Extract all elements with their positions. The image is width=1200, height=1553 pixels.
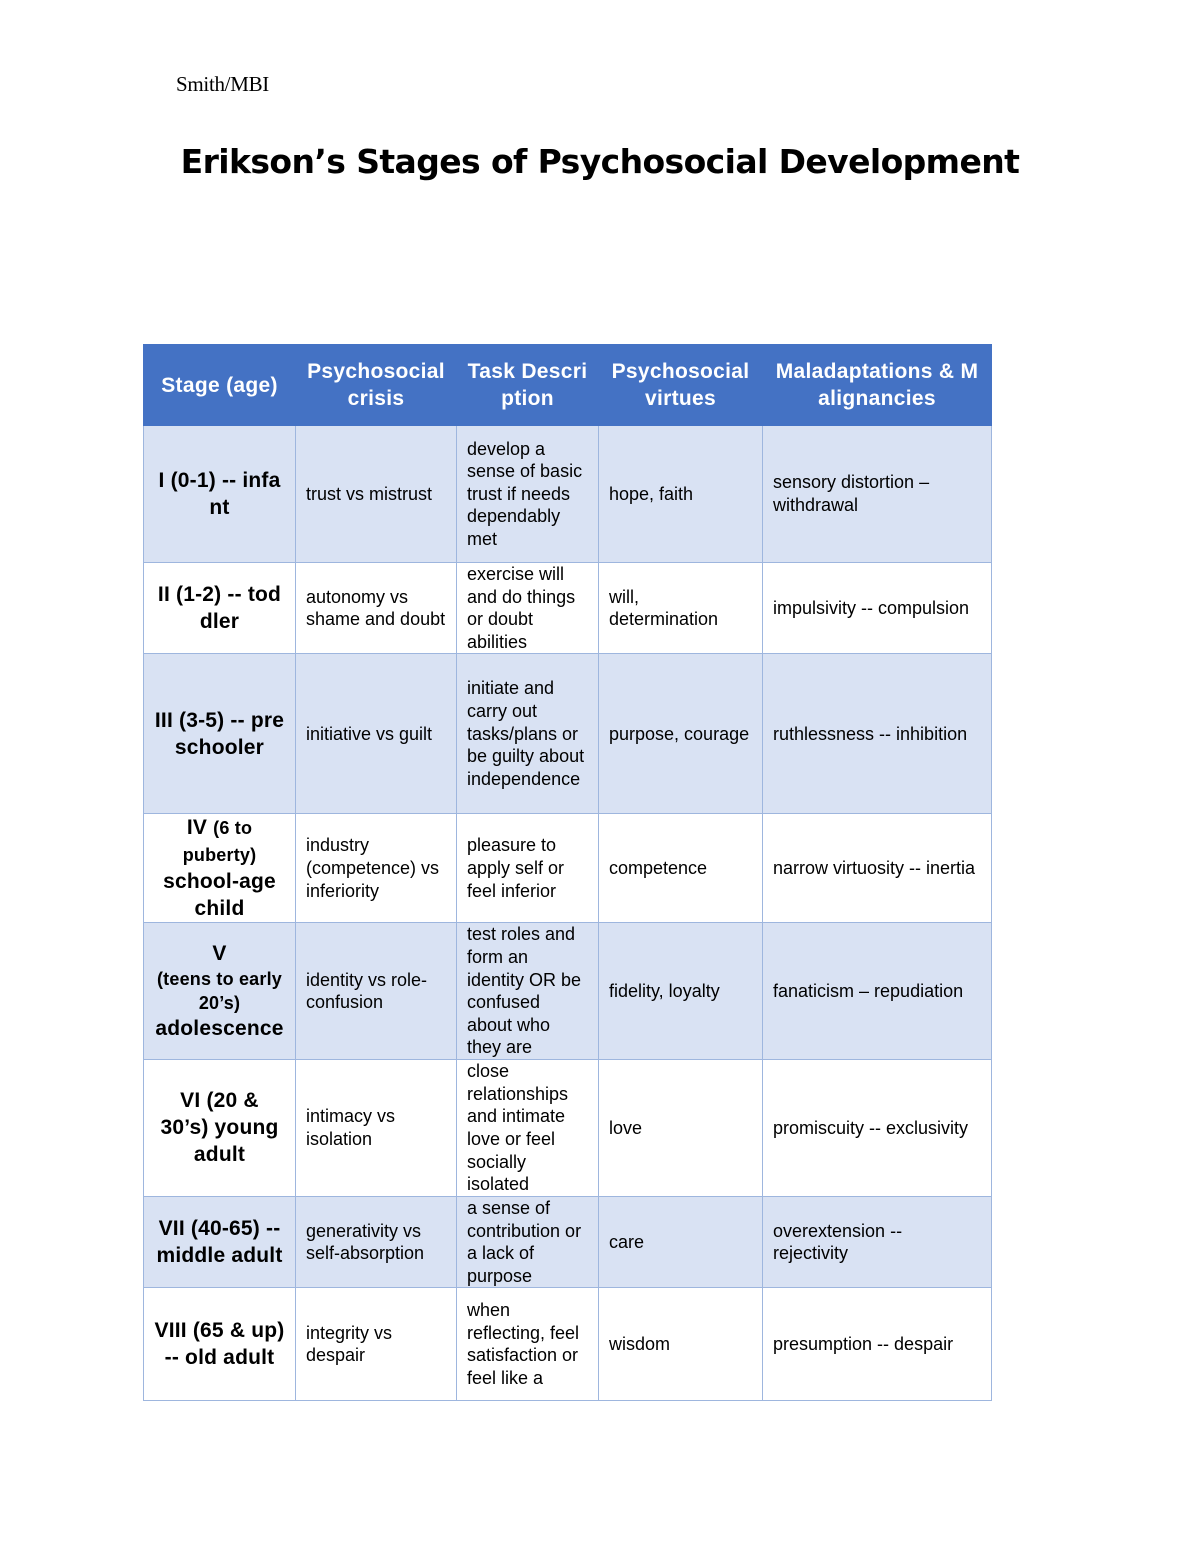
maladaptations-cell: overextension -- rejectivity bbox=[763, 1196, 992, 1287]
table-row bbox=[144, 1059, 992, 1196]
virtues-cell: care bbox=[599, 1196, 763, 1287]
stage-name: adolescence bbox=[155, 1017, 284, 1041]
table-row bbox=[144, 1288, 992, 1401]
virtues-cell: will, determination bbox=[599, 563, 763, 654]
crisis-cell: trust vs mistrust bbox=[296, 426, 457, 563]
column-header-stage: Stage (age) bbox=[144, 345, 296, 426]
stage-cell: VII (40-65) -- middle adult bbox=[144, 1196, 296, 1287]
crisis-cell: integrity vs despair bbox=[296, 1288, 457, 1401]
crisis-cell: identity vs role-confusion bbox=[296, 923, 457, 1060]
table-header-row bbox=[144, 345, 992, 426]
crisis-cell: industry (competence) vs inferiority bbox=[296, 814, 457, 923]
task-cell: a sense of contribution or a lack of purpose bbox=[457, 1196, 599, 1287]
column-header-crisis: Psychosocial crisis bbox=[296, 345, 457, 426]
table-row bbox=[144, 426, 992, 563]
table-row bbox=[144, 1196, 992, 1287]
document-title: Erikson’s Stages of Psychosocial Development bbox=[180, 142, 1020, 181]
task-cell: exercise will and do things or doubt abilities bbox=[457, 563, 599, 654]
virtues-cell: wisdom bbox=[599, 1288, 763, 1401]
crisis-cell: autonomy vs shame and doubt bbox=[296, 563, 457, 654]
task-cell: close relationships and intimate love or feel socially isolated bbox=[457, 1059, 599, 1196]
task-cell: test roles and form an identity OR be confused about who they are bbox=[457, 923, 599, 1060]
stage-age: (teens to early 20’s) bbox=[156, 969, 283, 1014]
maladaptations-cell: fanaticism – repudiation bbox=[763, 923, 992, 1060]
column-header-task: Task Description bbox=[457, 345, 599, 426]
stage-name: school-age child bbox=[163, 870, 276, 921]
table-row bbox=[144, 563, 992, 654]
stage-cell: III (3-5) -- preschooler bbox=[144, 654, 296, 814]
virtues-cell: purpose, courage bbox=[599, 654, 763, 814]
virtues-cell: hope, faith bbox=[599, 426, 763, 563]
table-row bbox=[144, 923, 992, 1060]
maladaptations-cell: presumption -- despair bbox=[763, 1288, 992, 1401]
stages-table bbox=[143, 344, 992, 1401]
maladaptations-cell: ruthlessness -- inhibition bbox=[763, 654, 992, 814]
stage-roman: V bbox=[212, 942, 227, 966]
task-cell: when reflecting, feel satisfaction or feel like a bbox=[457, 1288, 599, 1401]
virtues-cell: love bbox=[599, 1059, 763, 1196]
table-row bbox=[144, 654, 992, 814]
stage-cell: I (0-1) -- infant bbox=[144, 426, 296, 563]
maladaptations-cell: narrow virtuosity -- inertia bbox=[763, 814, 992, 923]
crisis-cell: intimacy vs isolation bbox=[296, 1059, 457, 1196]
crisis-cell: initiative vs guilt bbox=[296, 654, 457, 814]
task-cell: pleasure to apply self or feel inferior bbox=[457, 814, 599, 923]
stage-roman: IV bbox=[186, 816, 208, 840]
author-header: Smith/MBI bbox=[176, 72, 269, 96]
virtues-cell: fidelity, loyalty bbox=[599, 923, 763, 1060]
virtues-cell: competence bbox=[599, 814, 763, 923]
task-cell: develop a sense of basic trust if needs dependably met bbox=[457, 426, 599, 563]
stage-cell: VIII (65 & up) -- old adult bbox=[144, 1288, 296, 1401]
stage-age: (6 to puberty) bbox=[182, 818, 257, 866]
maladaptations-cell: promiscuity -- exclusivity bbox=[763, 1059, 992, 1196]
table-row bbox=[144, 814, 992, 923]
stage-cell bbox=[144, 814, 296, 923]
crisis-cell: generativity vs self-absorption bbox=[296, 1196, 457, 1287]
column-header-maladaptations: Maladaptations & Malignancies bbox=[763, 345, 992, 426]
stage-cell: VI (20 & 30’s) young adult bbox=[144, 1059, 296, 1196]
stage-cell: II (1-2) -- toddler bbox=[144, 563, 296, 654]
maladaptations-cell: impulsivity -- compulsion bbox=[763, 563, 992, 654]
stage-cell bbox=[144, 923, 296, 1060]
maladaptations-cell: sensory distortion – withdrawal bbox=[763, 426, 992, 563]
task-cell: initiate and carry out tasks/plans or be guilty about independence bbox=[457, 654, 599, 814]
column-header-virtues: Psychosocial virtues bbox=[599, 345, 763, 426]
